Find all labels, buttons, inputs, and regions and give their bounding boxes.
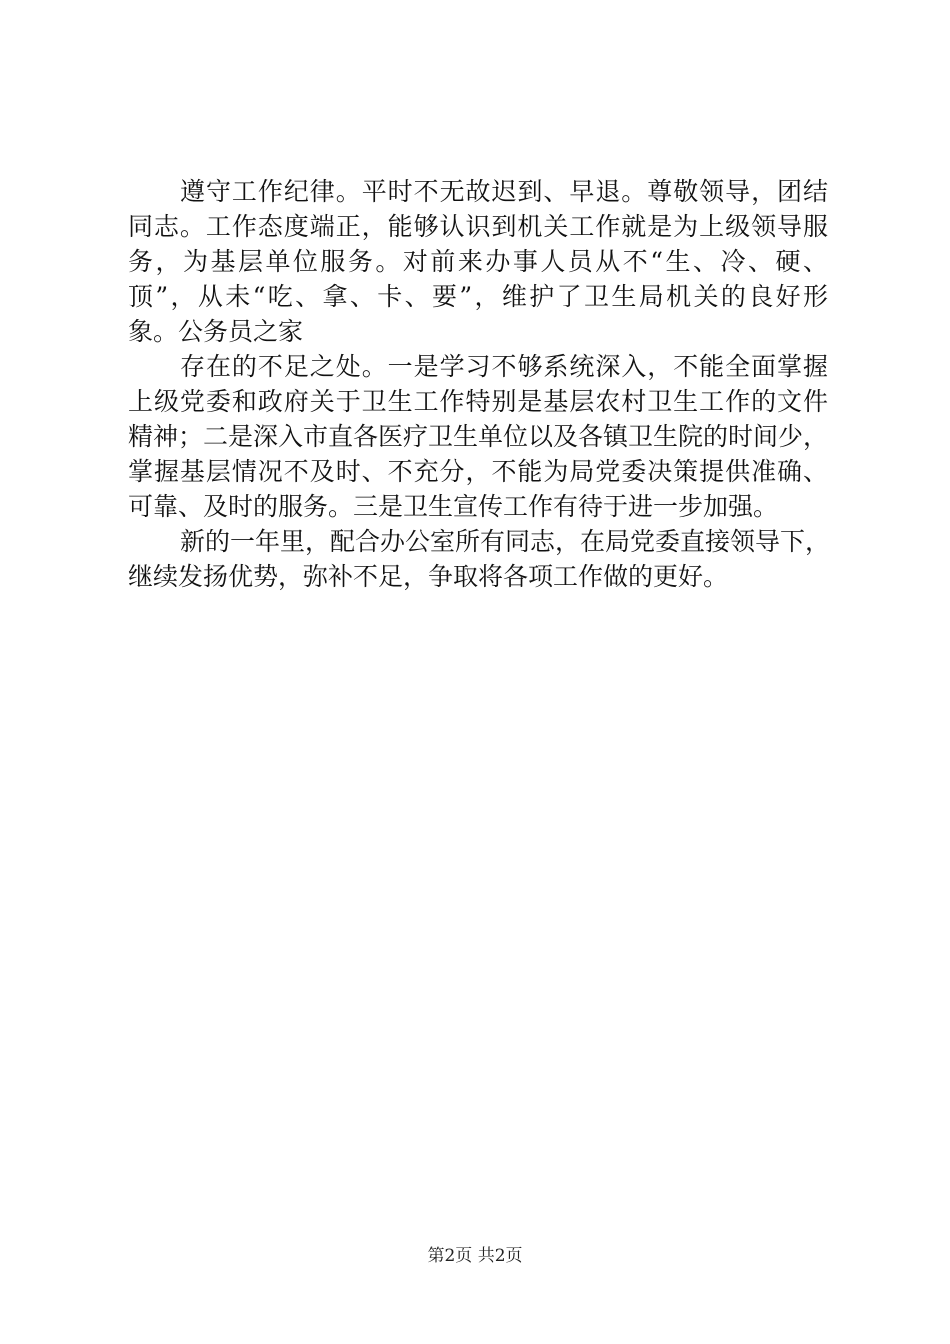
paragraph-2-line-1: 存在的不足之处。一是学习不够系统深入，不能全面掌握: [180, 352, 828, 381]
paragraph-1-line-1: 遵守工作纪律。平时不无故迟到、早退。尊敬领导，团结: [180, 177, 828, 206]
paragraph-3-line-2: 继续发扬优势，弥补不足，争取将各项工作做的更好。: [128, 562, 729, 591]
paragraph-1-line-5: 象。公务员之家: [128, 317, 304, 346]
paragraph-1-line-2: 同志。工作态度端正，能够认识到机关工作就是为上级领导服: [128, 212, 828, 241]
paragraph-2-line-3: 精神；二是深入市直各医疗卫生单位以及各镇卫生院的时间少，: [128, 422, 829, 451]
page-number-footer: 第2页 共2页: [427, 1246, 523, 1266]
paragraph-2-line-2: 上级党委和政府关于卫生工作特别是基层农村卫生工作的文件: [128, 387, 828, 416]
paragraph-2-line-4: 掌握基层情况不及时、不充分，不能为局党委决策提供准确、: [128, 457, 828, 486]
paragraph-1-line-3: 务，为基层单位服务。对前来办事人员从不“生、冷、硬、: [128, 247, 828, 276]
paragraph-2-line-5: 可靠、及时的服务。三是卫生宣传工作有待于进一步加强。: [128, 492, 779, 521]
paragraph-3-line-1: 新的一年里，配合办公室所有同志，在局党委直接领导下，: [180, 527, 831, 556]
paragraph-1-line-4: 顶”，从未“吃、拿、卡、要”，维护了卫生局机关的良好形: [128, 282, 828, 311]
